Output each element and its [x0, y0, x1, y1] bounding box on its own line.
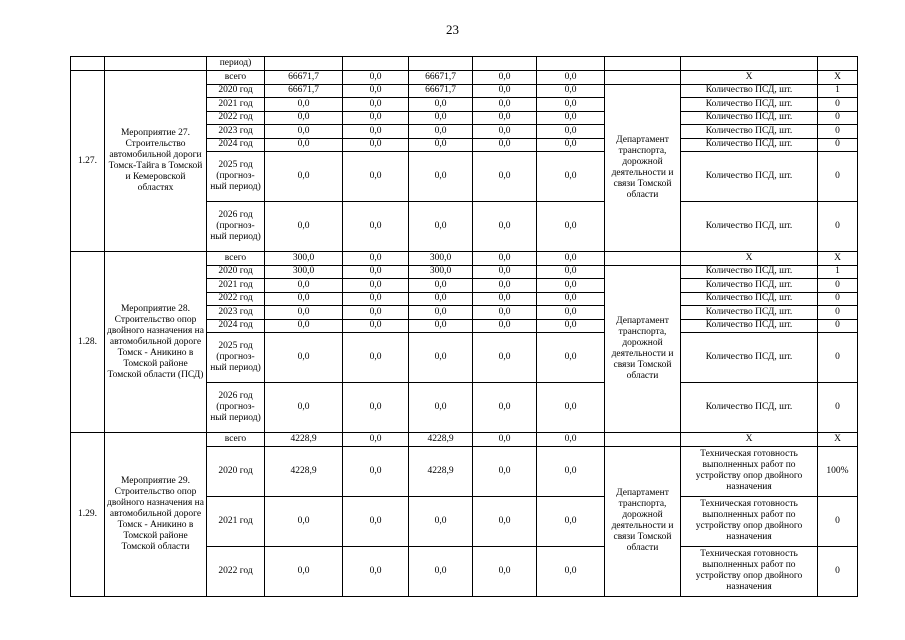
value-cell: 0,0	[473, 125, 537, 139]
total-cell: 0,0	[265, 546, 343, 596]
period-cell: 2021 год	[207, 496, 265, 546]
value-cell: 4228,9	[409, 446, 473, 496]
value-cell: 0,0	[537, 265, 605, 279]
total-cell: 0,0	[265, 292, 343, 306]
value-cell: 0,0	[537, 319, 605, 333]
total-cell: 0,0	[265, 496, 343, 546]
value-cell: 0,0	[473, 265, 537, 279]
value-cell	[537, 57, 605, 71]
value-cell: 0,0	[409, 111, 473, 125]
indicator-value-cell: 1	[818, 84, 858, 98]
value-cell: 0,0	[473, 111, 537, 125]
value-cell: 0,0	[343, 84, 409, 98]
value-cell: 0,0	[473, 279, 537, 293]
value-cell: 0,0	[537, 252, 605, 266]
value-cell: 0,0	[343, 292, 409, 306]
indicator-value-cell: 0	[818, 111, 858, 125]
value-cell: 0,0	[537, 496, 605, 546]
value-cell: 0,0	[473, 84, 537, 98]
value-cell: 0,0	[537, 202, 605, 252]
page-number: 23	[446, 22, 459, 37]
indicator-value-cell: 0	[818, 383, 858, 433]
period-cell: 2020 год	[207, 446, 265, 496]
value-cell: 0,0	[343, 111, 409, 125]
value-cell: 0,0	[473, 98, 537, 112]
value-cell: 0,0	[409, 546, 473, 596]
total-cell: 0,0	[265, 202, 343, 252]
indicator-value-cell: 0	[818, 138, 858, 152]
value-cell: 0,0	[537, 98, 605, 112]
total-cell: 0,0	[265, 279, 343, 293]
period-cell: 2022 год	[207, 111, 265, 125]
indicator-cell: Количество ПСД, шт.	[681, 84, 818, 98]
indicator-value-cell: 0	[818, 319, 858, 333]
value-cell: 0,0	[409, 202, 473, 252]
indicator-value-cell: 0	[818, 546, 858, 596]
total-cell: 4228,9	[265, 446, 343, 496]
indicator-cell: Количество ПСД, шт.	[681, 265, 818, 279]
value-cell	[343, 57, 409, 71]
value-cell: 0,0	[473, 202, 537, 252]
value-cell: 0,0	[473, 319, 537, 333]
indicator-value-cell	[818, 57, 858, 71]
indicator-cell: Техническая готовность выполненных работ по устройству опор двойного назначения	[681, 546, 818, 596]
value-cell: 0,0	[473, 383, 537, 433]
value-cell: 0,0	[537, 383, 605, 433]
department-cell	[605, 71, 681, 85]
indicator-value-cell: 0	[818, 152, 858, 202]
table-row	[71, 433, 858, 447]
value-cell: 0,0	[409, 138, 473, 152]
period-cell: 2023 год	[207, 306, 265, 320]
value-cell: 0,0	[409, 292, 473, 306]
value-cell: 300,0	[409, 252, 473, 266]
value-cell: 0,0	[537, 446, 605, 496]
value-cell: 0,0	[343, 446, 409, 496]
indicator-cell: Количество ПСД, шт.	[681, 125, 818, 139]
measure-title: Мероприятие 28. Строительство опор двойного назначения на автомобильной дороге Томск - Аникино в Томской районе Томской области (ПСД)	[105, 252, 207, 433]
indicator-value-cell: 0	[818, 98, 858, 112]
value-cell: 0,0	[409, 125, 473, 139]
value-cell: 0,0	[409, 319, 473, 333]
value-cell: 0,0	[409, 279, 473, 293]
value-cell: 0,0	[343, 333, 409, 383]
value-cell: 0,0	[409, 306, 473, 320]
indicator-cell: Количество ПСД, шт.	[681, 319, 818, 333]
value-cell: 0,0	[537, 125, 605, 139]
total-cell: 0,0	[265, 125, 343, 139]
value-cell: 0,0	[537, 546, 605, 596]
title-cell	[105, 57, 207, 71]
total-cell: 300,0	[265, 265, 343, 279]
indicator-cell: Техническая готовность выполненных работ по устройству опор двойного назначения	[681, 446, 818, 496]
total-cell: 0,0	[265, 306, 343, 320]
indicator-value-cell: 1	[818, 265, 858, 279]
total-cell: 0,0	[265, 138, 343, 152]
period-cell: период)	[207, 57, 265, 71]
value-cell: 0,0	[343, 152, 409, 202]
period-cell: 2026 год (прогноз-ный период)	[207, 202, 265, 252]
value-cell: 0,0	[409, 98, 473, 112]
indicator-cell: Количество ПСД, шт.	[681, 138, 818, 152]
value-cell	[409, 57, 473, 71]
total-cell: 66671,7	[265, 71, 343, 85]
table-row-continued	[71, 57, 858, 71]
period-cell: 2021 год	[207, 98, 265, 112]
value-cell: 0,0	[473, 152, 537, 202]
measure-title: Мероприятие 29. Строительство опор двойного назначения на автомобильной дороге Томск - Аникино в Томской районе Томской области	[105, 433, 207, 597]
value-cell: 0,0	[409, 152, 473, 202]
indicator-value-cell: Х	[818, 433, 858, 447]
indicator-cell: Количество ПСД, шт.	[681, 279, 818, 293]
measures-table	[70, 56, 858, 597]
value-cell: 0,0	[343, 265, 409, 279]
department-cell	[605, 252, 681, 266]
value-cell	[265, 57, 343, 71]
value-cell: 0,0	[343, 546, 409, 596]
indicator-cell: Количество ПСД, шт.	[681, 152, 818, 202]
indicator-cell: Количество ПСД, шт.	[681, 292, 818, 306]
value-cell: 0,0	[473, 446, 537, 496]
indicator-value-cell: 100%	[818, 446, 858, 496]
value-cell: 0,0	[473, 496, 537, 546]
department-cell	[605, 433, 681, 447]
total-cell: 0,0	[265, 383, 343, 433]
value-cell: 0,0	[343, 306, 409, 320]
value-cell: 0,0	[537, 333, 605, 383]
period-cell: всего	[207, 71, 265, 85]
value-cell: 0,0	[473, 546, 537, 596]
value-cell: 0,0	[473, 433, 537, 447]
value-cell: 0,0	[343, 433, 409, 447]
value-cell: 0,0	[537, 433, 605, 447]
indicator-cell: Х	[681, 71, 818, 85]
value-cell: 0,0	[343, 98, 409, 112]
indicator-cell: Х	[681, 433, 818, 447]
value-cell: 0,0	[343, 319, 409, 333]
value-cell: 0,0	[343, 279, 409, 293]
period-cell: 2022 год	[207, 292, 265, 306]
total-cell: 66671,7	[265, 84, 343, 98]
total-cell: 0,0	[265, 319, 343, 333]
total-cell: 0,0	[265, 152, 343, 202]
indicator-value-cell: 0	[818, 292, 858, 306]
value-cell: 0,0	[537, 152, 605, 202]
value-cell: 0,0	[343, 252, 409, 266]
indicator-cell: Количество ПСД, шт.	[681, 306, 818, 320]
value-cell: 0,0	[473, 138, 537, 152]
indicator-cell: Количество ПСД, шт.	[681, 333, 818, 383]
indicator-cell: Количество ПСД, шт.	[681, 98, 818, 112]
period-cell: 2025 год (прогноз-ный период)	[207, 152, 265, 202]
period-cell: 2023 год	[207, 125, 265, 139]
measure-title: Мероприятие 27. Строительство автомобильной дороги Томск-Тайга в Томской и Кемеровской областях	[105, 71, 207, 252]
indicator-cell: Х	[681, 252, 818, 266]
indicator-cell: Количество ПСД, шт.	[681, 383, 818, 433]
period-cell: 2020 год	[207, 84, 265, 98]
period-cell: всего	[207, 433, 265, 447]
indicator-value-cell: Х	[818, 71, 858, 85]
value-cell: 0,0	[409, 383, 473, 433]
period-cell: 2020 год	[207, 265, 265, 279]
department-cell	[605, 57, 681, 71]
measure-number: 1.27.	[71, 71, 105, 252]
period-cell: 2025 год (прогноз-ный период)	[207, 333, 265, 383]
indicator-cell: Техническая готовность выполненных работ по устройству опор двойного назначения	[681, 496, 818, 546]
value-cell: 0,0	[343, 202, 409, 252]
indicator-cell: Количество ПСД, шт.	[681, 202, 818, 252]
value-cell: 0,0	[537, 84, 605, 98]
period-cell: 2024 год	[207, 319, 265, 333]
value-cell: 0,0	[473, 252, 537, 266]
value-cell: 0,0	[473, 333, 537, 383]
value-cell: 0,0	[343, 138, 409, 152]
total-cell: 0,0	[265, 98, 343, 112]
value-cell: 0,0	[343, 125, 409, 139]
value-cell: 300,0	[409, 265, 473, 279]
value-cell: 0,0	[343, 383, 409, 433]
total-cell: 4228,9	[265, 433, 343, 447]
value-cell: 0,0	[537, 138, 605, 152]
value-cell: 0,0	[537, 71, 605, 85]
total-cell: 0,0	[265, 111, 343, 125]
value-cell: 0,0	[409, 333, 473, 383]
value-cell: 0,0	[473, 71, 537, 85]
num-cell	[71, 57, 105, 71]
indicator-value-cell: 0	[818, 279, 858, 293]
indicator-cell	[681, 57, 818, 71]
period-cell: 2026 год (прогноз-ный период)	[207, 383, 265, 433]
value-cell: 4228,9	[409, 433, 473, 447]
value-cell: 0,0	[473, 292, 537, 306]
department-cell: Департамент транспорта, дорожной деятельности и связи Томской области	[605, 84, 681, 252]
measure-number: 1.28.	[71, 252, 105, 433]
value-cell: 0,0	[537, 306, 605, 320]
value-cell: 0,0	[343, 496, 409, 546]
value-cell: 0,0	[473, 306, 537, 320]
period-cell: 2021 год	[207, 279, 265, 293]
value-cell: 66671,7	[409, 71, 473, 85]
value-cell: 0,0	[343, 71, 409, 85]
value-cell: 0,0	[537, 292, 605, 306]
value-cell: 66671,7	[409, 84, 473, 98]
department-cell: Департамент транспорта, дорожной деятельности и связи Томской области	[605, 446, 681, 596]
indicator-value-cell: 0	[818, 333, 858, 383]
measure-number: 1.29.	[71, 433, 105, 597]
value-cell: 0,0	[409, 496, 473, 546]
period-cell: 2024 год	[207, 138, 265, 152]
table-row	[71, 71, 858, 85]
indicator-value-cell: 0	[818, 306, 858, 320]
indicator-value-cell: 0	[818, 125, 858, 139]
value-cell: 0,0	[537, 111, 605, 125]
value-cell: 0,0	[537, 279, 605, 293]
value-cell	[473, 57, 537, 71]
indicator-cell: Количество ПСД, шт.	[681, 111, 818, 125]
department-cell: Департамент транспорта, дорожной деятельности и связи Томской области	[605, 265, 681, 433]
total-cell: 300,0	[265, 252, 343, 266]
indicator-value-cell: 0	[818, 202, 858, 252]
total-cell: 0,0	[265, 333, 343, 383]
indicator-value-cell: 0	[818, 496, 858, 546]
table-row	[71, 252, 858, 266]
period-cell: всего	[207, 252, 265, 266]
period-cell: 2022 год	[207, 546, 265, 596]
indicator-value-cell: Х	[818, 252, 858, 266]
